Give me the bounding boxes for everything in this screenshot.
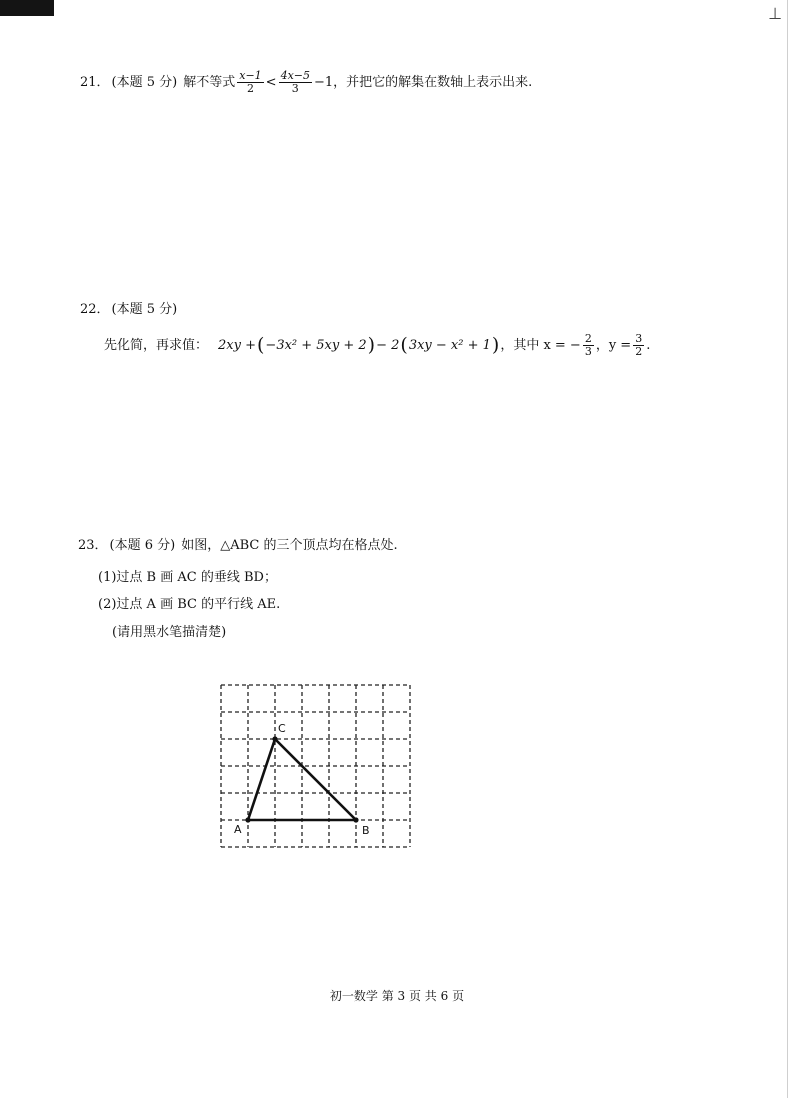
q22-paren-open-2: (: [400, 334, 408, 357]
q23-lead: 如图，△ABC 的三个顶点均在格点处.: [181, 538, 398, 553]
q23-note: (请用黑水笔描清楚): [112, 625, 227, 640]
q21-frac2-numerator: 4x−5: [280, 69, 310, 82]
q22-paren-close-2: ): [491, 334, 500, 357]
q23-figure: [212, 676, 422, 860]
q21-lead: 解不等式: [183, 75, 236, 91]
vertex-label-c: C: [278, 722, 286, 735]
question-22-header: [80, 303, 177, 316]
question-22-body: [104, 333, 650, 358]
q22-paren-close-1: ): [367, 334, 376, 357]
q21-tail: ，并把它的解集在数轴上表示出来.: [333, 75, 533, 91]
corner-mark: ⊥: [768, 4, 782, 23]
q21-fraction-1: [237, 70, 263, 95]
q22-y-denominator: 2: [635, 345, 643, 359]
q22-where: ，其中 x = −: [500, 338, 581, 354]
q22-expr-b: −3x² + 5xy + 2: [265, 338, 367, 354]
vertex-c: [272, 736, 277, 741]
q22-number: 22．: [80, 302, 110, 317]
q22-expr-c: − 2: [376, 338, 400, 354]
q21-number: 21．: [80, 75, 110, 91]
q23-number: 23．: [78, 538, 108, 553]
q22-x-denominator: 3: [584, 345, 592, 359]
question-23-header: [78, 539, 398, 552]
vertex-a: [245, 817, 250, 822]
question-21: [80, 70, 532, 95]
page-footer: 初一数学 第 3 页 共 6 页: [329, 989, 465, 1003]
q22-paren-open-1: (: [257, 334, 265, 357]
vertex-label-a: A: [234, 823, 242, 836]
q22-x-fraction: [583, 333, 594, 358]
q22-x-numerator: 2: [584, 332, 592, 345]
q22-y-lead: ，y =: [595, 338, 632, 354]
q23-score: (本题 6 分): [109, 538, 176, 553]
q22-score: (本题 5 分): [111, 302, 178, 317]
q23-part-1: (1)过点 B 画 AC 的垂线 BD；: [98, 570, 277, 585]
q22-y-fraction: [633, 333, 644, 358]
triangle-grid-figure: [212, 676, 422, 856]
q22-end: .: [646, 338, 651, 354]
q22-expr-a: 2xy +: [218, 338, 256, 354]
q21-less-than: <: [265, 75, 277, 91]
scan-mark: [0, 0, 54, 16]
q21-score: (本题 5 分): [111, 75, 178, 91]
q21-minus-one: −1: [314, 75, 334, 91]
page-edge-line: [787, 0, 788, 1098]
q23-part-2: (2)过点 A 画 BC 的平行线 AE.: [98, 597, 281, 612]
vertex-label-b: B: [362, 824, 370, 837]
q22-y-numerator: 3: [635, 332, 643, 345]
q21-frac1-denominator: 2: [246, 82, 254, 96]
vertex-b: [353, 817, 358, 822]
q22-lead: 先化简，再求值：: [104, 338, 209, 354]
q21-frac2-denominator: 3: [291, 82, 299, 96]
q21-frac1-numerator: x−1: [239, 69, 262, 82]
q22-expr-d: 3xy − x² + 1: [408, 338, 491, 354]
q21-fraction-2: [279, 70, 312, 95]
